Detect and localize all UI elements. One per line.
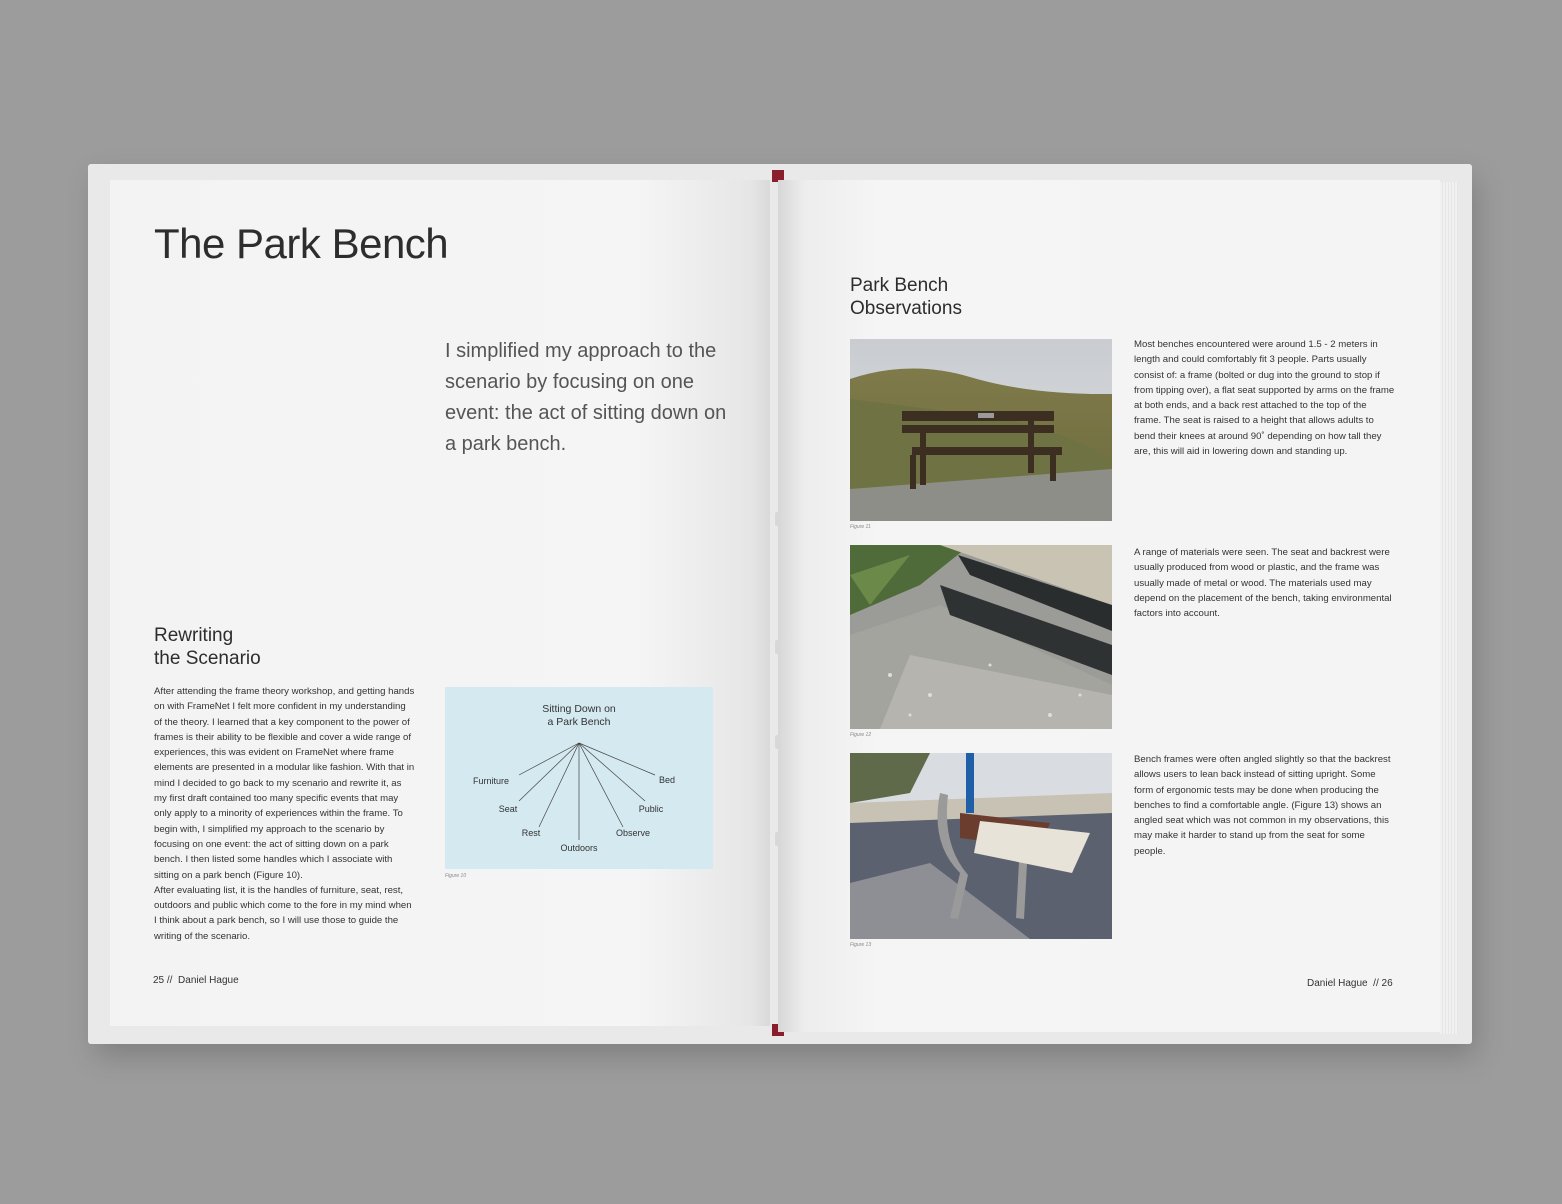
heading-line: Rewriting — [154, 625, 234, 646]
handles-diagram — [445, 687, 713, 869]
handle-bed: Bed — [658, 775, 676, 785]
figure-caption: Figure 12 — [850, 732, 872, 738]
folio-author: Daniel Hague — [178, 975, 239, 986]
heading-line: Park Bench — [850, 275, 949, 296]
handle-observe: Observe — [615, 828, 651, 838]
observation-text: A range of materials were seen. The seat and backrest were usually produced from wood or plastic, and the frame was usually made of metal or wood. The materials used may depend on the placement of the bench, taking environmental factors into account. — [1134, 547, 1392, 620]
section-heading-rewriting — [154, 624, 261, 670]
handle-seat: Seat — [498, 804, 518, 814]
body-text: After attending the frame theory workshop, and getting hands on with FrameNet I felt more confident in my understanding of the theory. I learned that a key component to the power of frames is their ability to be flexible and cover a wide range of experiences, this was evident on FrameNet where frame elements are presented in a modular like fashion. With that in mind I decided to go back to my scenario and rewrite it, as my first draft contained too many specific events that may only apply to a minority of experiences within the frame. To begin with, I simplified my approach to the scenario by focusing on one event: the act of sitting down on a park bench. I then listed some handles which I associate with sitting on a park bench (Figure 10). — [154, 686, 415, 881]
photo-illustration — [850, 339, 1112, 521]
left-folio — [153, 975, 239, 986]
page-number: 25 — [153, 975, 165, 986]
section-heading-observations — [850, 274, 962, 320]
photo-wooden-bench-on-grass — [850, 339, 1112, 521]
photo-metal-bench-promenade — [850, 753, 1112, 939]
body-text: After evaluating list, it is the handles of furniture, seat, rest, outdoors and public which come to the fore in my mind when I think about a park bench, so I will use those to guide the writing of the scenario. — [154, 884, 412, 942]
diagram-title-line-2: a Park Bench — [547, 716, 611, 728]
body-paragraph — [154, 684, 416, 944]
observation-text: Most benches encountered were around 1.5 - 2 meters in length and could comfortably fit 3 people. Parts usually consist of: a frame (bolted or dug into the ground to stop if from tipping over), a flat seat supported by arms on the frame at both ends, and a back rest attached to the top of the frame. The seat is raised to a height that allows adults to bend their knees at around 90˚ depending on how tall they are, this will aid in lowering down and standing up. — [1134, 339, 1395, 458]
lead-paragraph: I simplified my approach to the scenario by focusing on one event: the act of sitting down on a park bench. — [445, 340, 727, 455]
figure-caption: Figure 10 — [445, 873, 467, 879]
right-folio — [1307, 978, 1393, 989]
photo-illustration — [850, 753, 1112, 939]
diagram-svg — [445, 687, 713, 869]
photo-plastic-bench-closeup — [850, 545, 1112, 729]
page-number: 26 — [1381, 978, 1393, 989]
diagram-lines — [519, 743, 655, 840]
diagram-title-line-1: Sitting Down on — [542, 703, 616, 715]
folio-author: Daniel Hague — [1307, 978, 1368, 989]
folio-separator: // — [1373, 978, 1379, 989]
page-title: The Park Bench — [154, 220, 449, 267]
handle-outdoors: Outdoors — [560, 843, 598, 853]
figure-caption: Figure 13 — [850, 942, 872, 948]
handle-public: Public — [638, 804, 664, 814]
page-edges — [1440, 182, 1458, 1034]
handle-furniture: Furniture — [472, 776, 510, 786]
handle-rest: Rest — [521, 828, 541, 838]
heading-line: Observations — [850, 298, 962, 319]
figure-caption: Figure 11 — [850, 524, 871, 530]
folio-separator: // — [166, 975, 173, 986]
photo-illustration — [850, 545, 1112, 729]
observation-text: Bench frames were often angled slightly so that the backrest allows users to lean back instead of sitting upright. Some form of ergonomic tests may be done when producing the benches to find a comfortable angle. (Figure 13) shows an angled seat which was not common in my observations, this may make it harder to stand up from the seat for some people. — [1134, 754, 1391, 857]
heading-line: the Scenario — [154, 648, 261, 669]
